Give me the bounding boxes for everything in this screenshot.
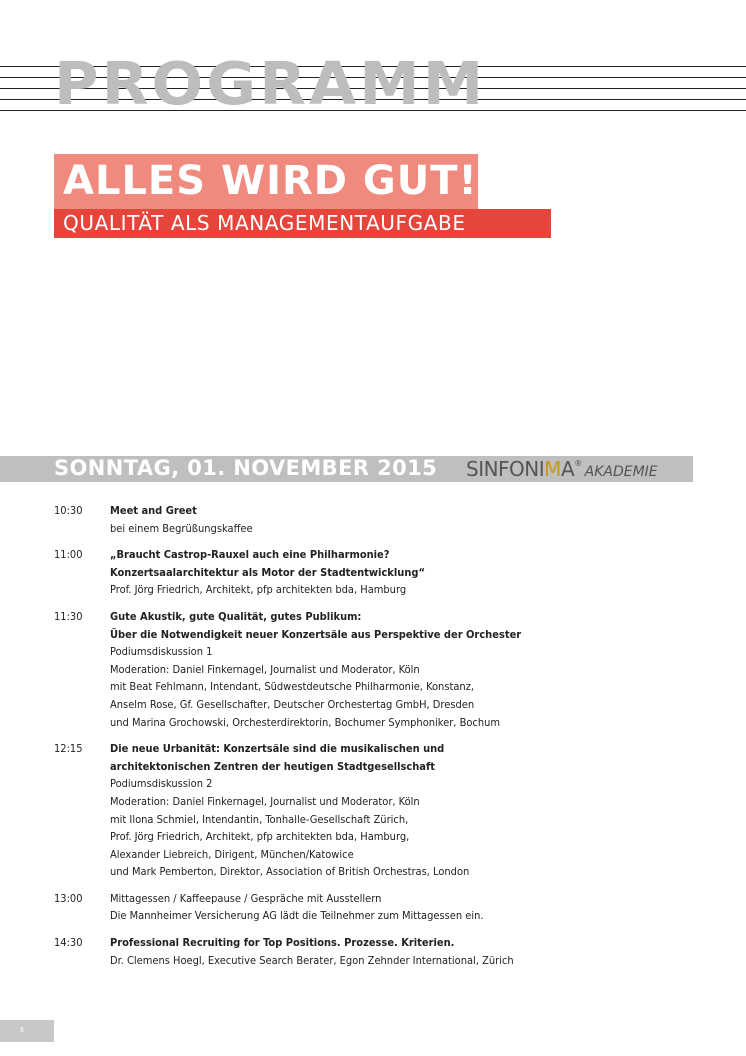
brand-registered: ® [574, 459, 582, 468]
entry-detail-line: Prof. Jörg Friedrich, Architekt, pfp architekten bda, Hamburg [110, 583, 407, 597]
schedule-entry [54, 740, 714, 881]
entry-lines [110, 546, 714, 599]
entry-detail-line: Moderation: Daniel Finkernagel, Journalist und Moderator, Köln [110, 662, 420, 676]
entry-time: 14:30 [54, 936, 83, 950]
subheadline-banner [54, 209, 551, 238]
entry-detail-line: Dr. Clemens Hoegl, Executive Search Berater, Egon Zehnder International, Zürich [110, 953, 514, 967]
entry-detail-line: Podiumsdiskussion 1 [110, 645, 213, 659]
entry-title-line: Professional Recruiting for Top Positions. Prozesse. Kriterien. [110, 936, 455, 950]
entry-title-line: Meet and Greet [110, 504, 197, 517]
subheadline: QUALITÄT ALS MANAGEMENTAUFGABE [63, 211, 466, 235]
entry-detail-line: Podiumsdiskussion 2 [110, 777, 213, 791]
entry-title-line: Gute Akustik, gute Qualität, gutes Publikum: [110, 609, 362, 623]
entry-lines [110, 890, 714, 925]
headline-banner [54, 154, 478, 210]
schedule-list [54, 502, 714, 978]
entry-detail-line: Moderation: Daniel Finkernagel, Journalist und Moderator, Köln [110, 794, 420, 808]
schedule-entry [54, 546, 714, 599]
page-number: 6 [20, 1026, 25, 1034]
entry-lines [110, 608, 714, 731]
brand-part1: SINFONI [466, 457, 545, 481]
entry-detail-line: bei einem Begrüßungskaffee [110, 521, 253, 535]
schedule-entry [54, 934, 714, 969]
entry-title-line: architektonischen Zentren der heutigen Stadtgesellschaft [110, 759, 436, 773]
entry-detail-line: mit Beat Fehlmann, Intendant, Südwestdeutsche Philharmonie, Konstanz, [110, 680, 475, 694]
entry-detail-line: Prof. Jörg Friedrich, Architekt, pfp architekten bda, Hamburg, [110, 830, 410, 844]
entry-time: 13:00 [54, 891, 83, 905]
entry-title-line: Über die Notwendigkeit neuer Konzertsäle aus Perspektive der Orchester [110, 627, 522, 641]
brand-part2: M [544, 457, 561, 481]
brand-akademie: AKADEMIE [584, 464, 658, 480]
headline: ALLES WIRD GUT! [63, 158, 478, 204]
entry-time: 11:30 [54, 609, 83, 623]
page-title: PROGRAMM [54, 49, 487, 118]
entry-detail-line: Anselm Rose, Gf. Gesellschafter, Deutscher Orchestertag GmbH, Dresden [110, 697, 475, 711]
entry-detail-line: und Marina Grochowski, Orchesterdirektorin, Bochumer Symphoniker, Bochum [110, 715, 501, 729]
schedule-entry [54, 502, 714, 537]
entry-detail-line: Alexander Liebreich, Dirigent, München/Katowice [110, 847, 354, 861]
entry-time: 10:30 [54, 504, 83, 517]
entry-title-line: Konzertsaalarchitektur als Motor der Stadtentwicklung“ [110, 565, 425, 579]
date-band [0, 456, 693, 482]
day-date: SONNTAG, 01. NOVEMBER 2015 [54, 456, 438, 480]
entry-lines [110, 502, 714, 537]
entry-lines [110, 740, 714, 881]
brand-part3: A [560, 457, 575, 481]
page-number-box [0, 1020, 54, 1042]
entry-detail-line: mit Ilona Schmiel, Intendantin, Tonhalle-Gesellschaft Zürich, [110, 812, 409, 826]
entry-detail-line: Die Mannheimer Versicherung AG lädt die Teilnehmer zum Mittagessen ein. [110, 909, 484, 923]
entry-time: 11:00 [54, 548, 83, 562]
schedule-entry [54, 890, 714, 925]
entry-time: 12:15 [54, 742, 83, 756]
entry-detail-line: Mittagessen / Kaffeepause / Gespräche mit Ausstellern [110, 891, 382, 905]
entry-lines [110, 934, 714, 969]
entry-detail-line: und Mark Pemberton, Direktor, Association of British Orchestras, London [110, 865, 470, 879]
sinfonima-logo [466, 459, 658, 479]
schedule-entry [54, 608, 714, 731]
entry-title-line: „Braucht Castrop-Rauxel auch eine Philharmonie? [110, 548, 390, 562]
entry-title-line: Die neue Urbanität: Konzertsäle sind die musikalischen und [110, 742, 445, 756]
